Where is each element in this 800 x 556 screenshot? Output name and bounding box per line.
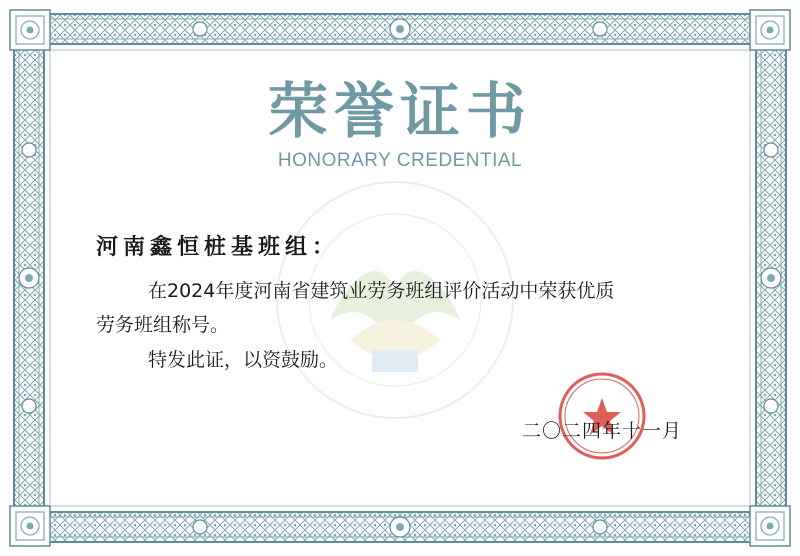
award-text-line-2: 劳务班组称号。 — [96, 314, 230, 336]
title-chinese: 荣誉证书 — [268, 77, 532, 147]
title-english: HONORARY CREDENTIAL — [277, 150, 523, 171]
issue-date: 二〇二四年十一月 — [522, 420, 683, 442]
award-text-line-3: 特发此证，以资鼓励。 — [148, 349, 339, 371]
recipient-name: 河南鑫恒桩基班组： — [96, 234, 340, 260]
award-text-line-1: 在2024年度河南省建筑业劳务班组评价活动中荣获优质 — [148, 280, 615, 302]
